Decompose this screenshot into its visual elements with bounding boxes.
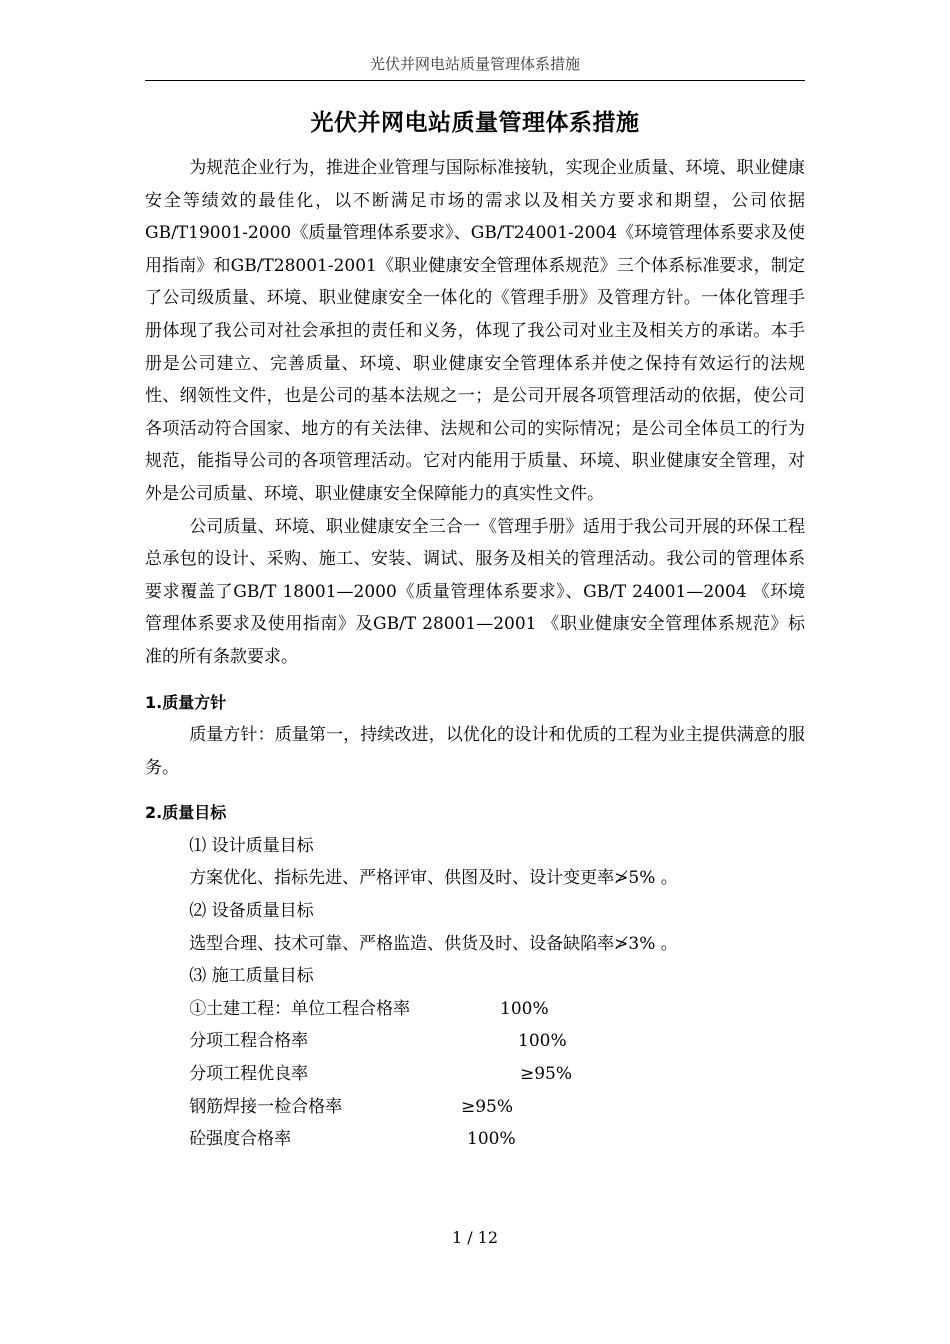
section-heading-quality-objectives: 2.质量目标 [145, 803, 227, 823]
target-label: 钢筋焊接一检合格率 [189, 1096, 343, 1117]
target-value: ≥95% [520, 1064, 573, 1085]
document-body [145, 152, 805, 1156]
design-quality-label: ⑴ 设计质量目标 [189, 835, 314, 856]
construction-target-row [145, 1058, 805, 1091]
page-number: 1 / 12 [451, 1228, 499, 1247]
target-label: 砼强度合格率 [189, 1129, 292, 1150]
target-label: 分项工程优良率 [189, 1064, 309, 1085]
intro-paragraph-1: 为规范企业行为，推进企业管理与国际标准接轨，实现企业质量、环境、职业健康安全等绩效的最佳化，以不断满足市场的需求以及相关方要求和期望，公司依据GB/T19001-2000《质量管理体系要求》、GB/T24001-2004《环境管理体系要求及使用指南》和GB/T28001-2001《职业健康安全管理体系规范》三个体系标准要求，制定了公司级质量、环境、职业健康安全一体化的《管理手册》及管理方针。一体化管理手册体现了我公司对社会承担的责任和义务，体现了我公司对业主及相关方的承诺。本手册是公司建立、完善质量、环境、职业健康安全管理体系并使之保持有效运行的法规性、纲领性文件，也是公司的基本法规之一；是公司开展各项管理活动的依据，使公司各项活动符合国家、地方的有关法律、法规和公司的实际情况；是公司全体员工的行为规范，能指导公司的各项管理活动。它对内能用于质量、环境、职业健康安全管理，对外是公司质量、环境、职业健康安全保障能力的真实性文件。 [145, 158, 805, 504]
target-label: ①土建工程：单位工程合格率 [189, 998, 411, 1019]
quality-policy-text: 质量方针：质量第一，持续改进，以优化的设计和优质的工程为业主提供满意的服务。 [145, 725, 805, 778]
running-header: 光伏并网电站质量管理体系措施 [369, 55, 580, 73]
header-divider [145, 80, 805, 81]
target-value: 100% [467, 1129, 516, 1150]
target-value: ≥95% [461, 1096, 514, 1117]
construction-target-row [145, 993, 805, 1026]
construction-target-row [145, 1123, 805, 1156]
target-value: 100% [500, 998, 549, 1019]
target-value: 100% [518, 1031, 567, 1052]
equipment-quality-label: ⑵ 设备质量目标 [189, 901, 314, 922]
intro-paragraph-2: 公司质量、环境、职业健康安全三合一《管理手册》适用于我公司开展的环保工程总承包的设计、采购、施工、安装、调试、服务及相关的管理活动。我公司的管理体系要求覆盖了GB/T 18001—2000《质量管理体系要求》、GB/T 24001—2004 《环境管理体系要求及使用指南》及GB/T 28001—2001 《职业健康安全管理体系规范》标准的所有条款要求。 [145, 516, 805, 667]
document-title: 光伏并网电站质量管理体系措施 [310, 110, 640, 136]
construction-target-row [145, 1025, 805, 1058]
construction-target-row [145, 1091, 805, 1124]
target-label: 分项工程合格率 [189, 1031, 309, 1052]
construction-quality-label: ⑶ 施工质量目标 [189, 966, 314, 987]
design-quality-text: 方案优化、指标先进、严格评审、供图及时、设计变更率≯5% 。 [189, 868, 678, 889]
section-heading-quality-policy: 1.质量方针 [145, 692, 227, 712]
equipment-quality-text: 选型合理、技术可靠、严格监造、供货及时、设备缺陷率≯3% 。 [189, 933, 678, 954]
